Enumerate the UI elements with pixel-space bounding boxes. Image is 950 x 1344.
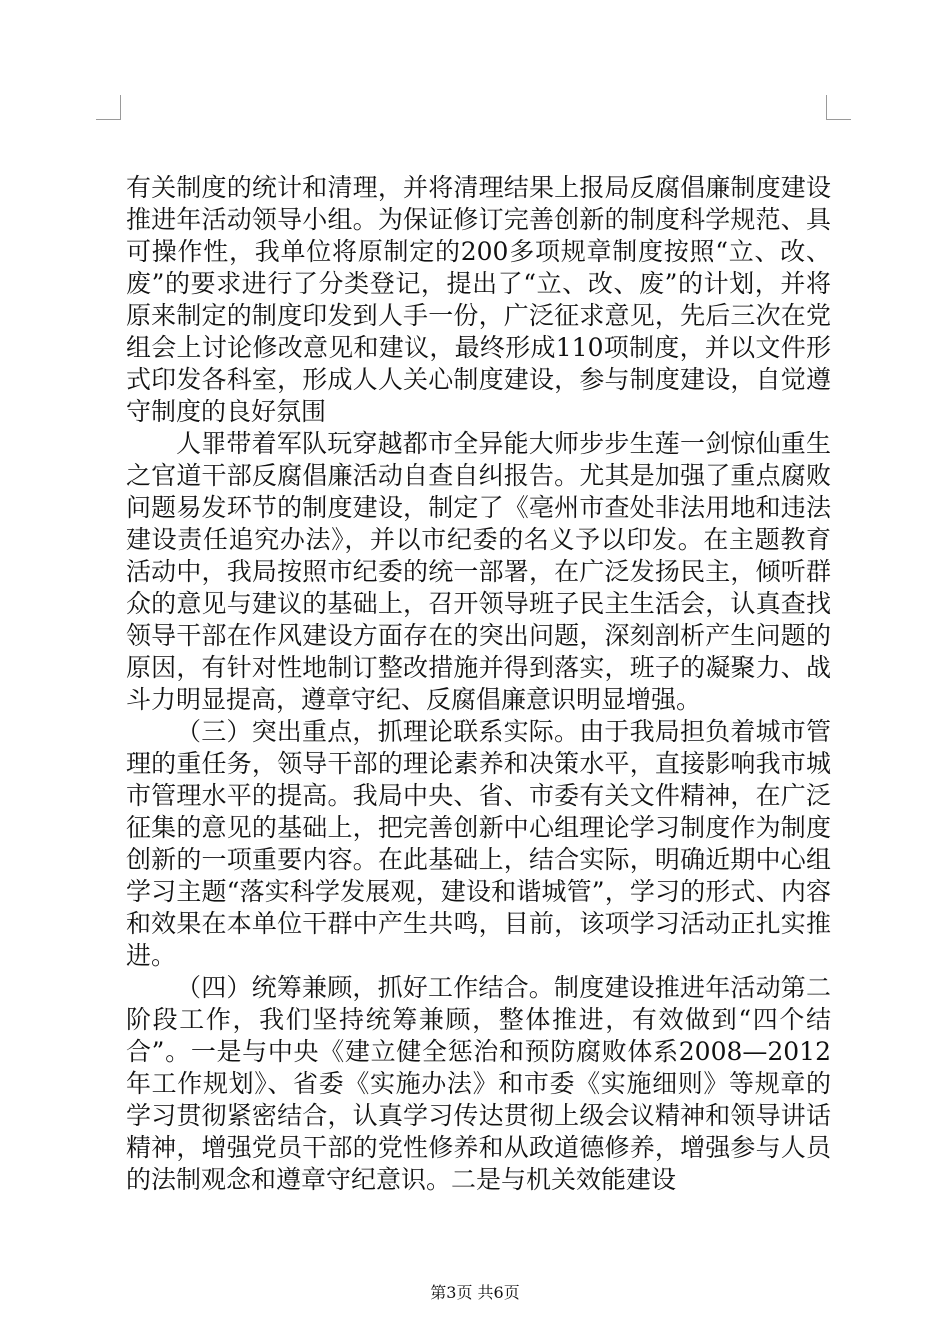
crop-mark-top-right (826, 95, 851, 120)
paragraph-3: （三）突出重点，抓理论联系实际。由于我局担负着城市管理的重任务，领导干部的理论素养和决策水平，直接影响我市城市管理水平的提高。我局中央、省、市委有关文件精神，在广泛征集的意见的基础上，把完善创新中心组理论学习制度作为制度创新的一项重要内容。在此基础上，结合实际，明确近期中心组学习主题“落实科学发展观，建设和谐城管”，学习的形式、内容和效果在本单位干群中产生共鸣，目前，该项学习活动正扎实推进。 (126, 717, 831, 970)
paragraph-4: （四）统筹兼顾，抓好工作结合。制度建设推进年活动第二阶段工作，我们坚持统筹兼顾，整体推进，有效做到“四个结合”。一是与中央《建立健全惩治和预防腐败体系2008—2012年工作规划》、省委《实施办法》和市委《实施细则》等规章的学习贯彻紧密结合，认真学习传达贯彻上级会议精神和领导讲话精神，增强党员干部的党性修养和从政道德修养，增强参与人员的法制观念和遵章守纪意识。二是与机关效能建设 (126, 973, 831, 1194)
paragraph-1: 有关制度的统计和清理，并将清理结果上报局反腐倡廉制度建设推进年活动领导小组。为保证修订完善创新的制度科学规范、具可操作性，我单位将原制定的200多项规章制度按照“立、改、废”的要求进行了分类登记，提出了“立、改、废”的计划，并将原来制定的制度印发到人手一份，广泛征求意见，先后三次在党组会上讨论修改意见和建议，最终形成110项制度，并以文件形式印发各科室，形成人人关心制度建设，参与制度建设，自觉遵守制度的良好氛围 (126, 173, 831, 426)
page-footer: 第3页 共6页 (430, 1283, 520, 1302)
paragraph-2: 人罪带着军队玩穿越都市全异能大师步步生莲一剑惊仙重生之官道干部反腐倡廉活动自查自纠报告。尤其是加强了重点腐败问题易发环节的制度建设，制定了《亳州市查处非法用地和违法建设责任追究办法》，并以市纪委的名义予以印发。在主题教育活动中，我局按照市纪委的统一部署，在广泛发扬民主，倾听群众的意见与建议的基础上，召开领导班子民主生活会，认真查找领导干部在作风建设方面存在的突出问题，深刻剖析产生问题的原因，有针对性地制订整改措施并得到落实，班子的凝聚力、战斗力明显提高，遵章守纪、反腐倡廉意识明显增强。 (126, 429, 831, 714)
document-body (126, 172, 831, 1196)
crop-mark-top-left (96, 95, 121, 120)
